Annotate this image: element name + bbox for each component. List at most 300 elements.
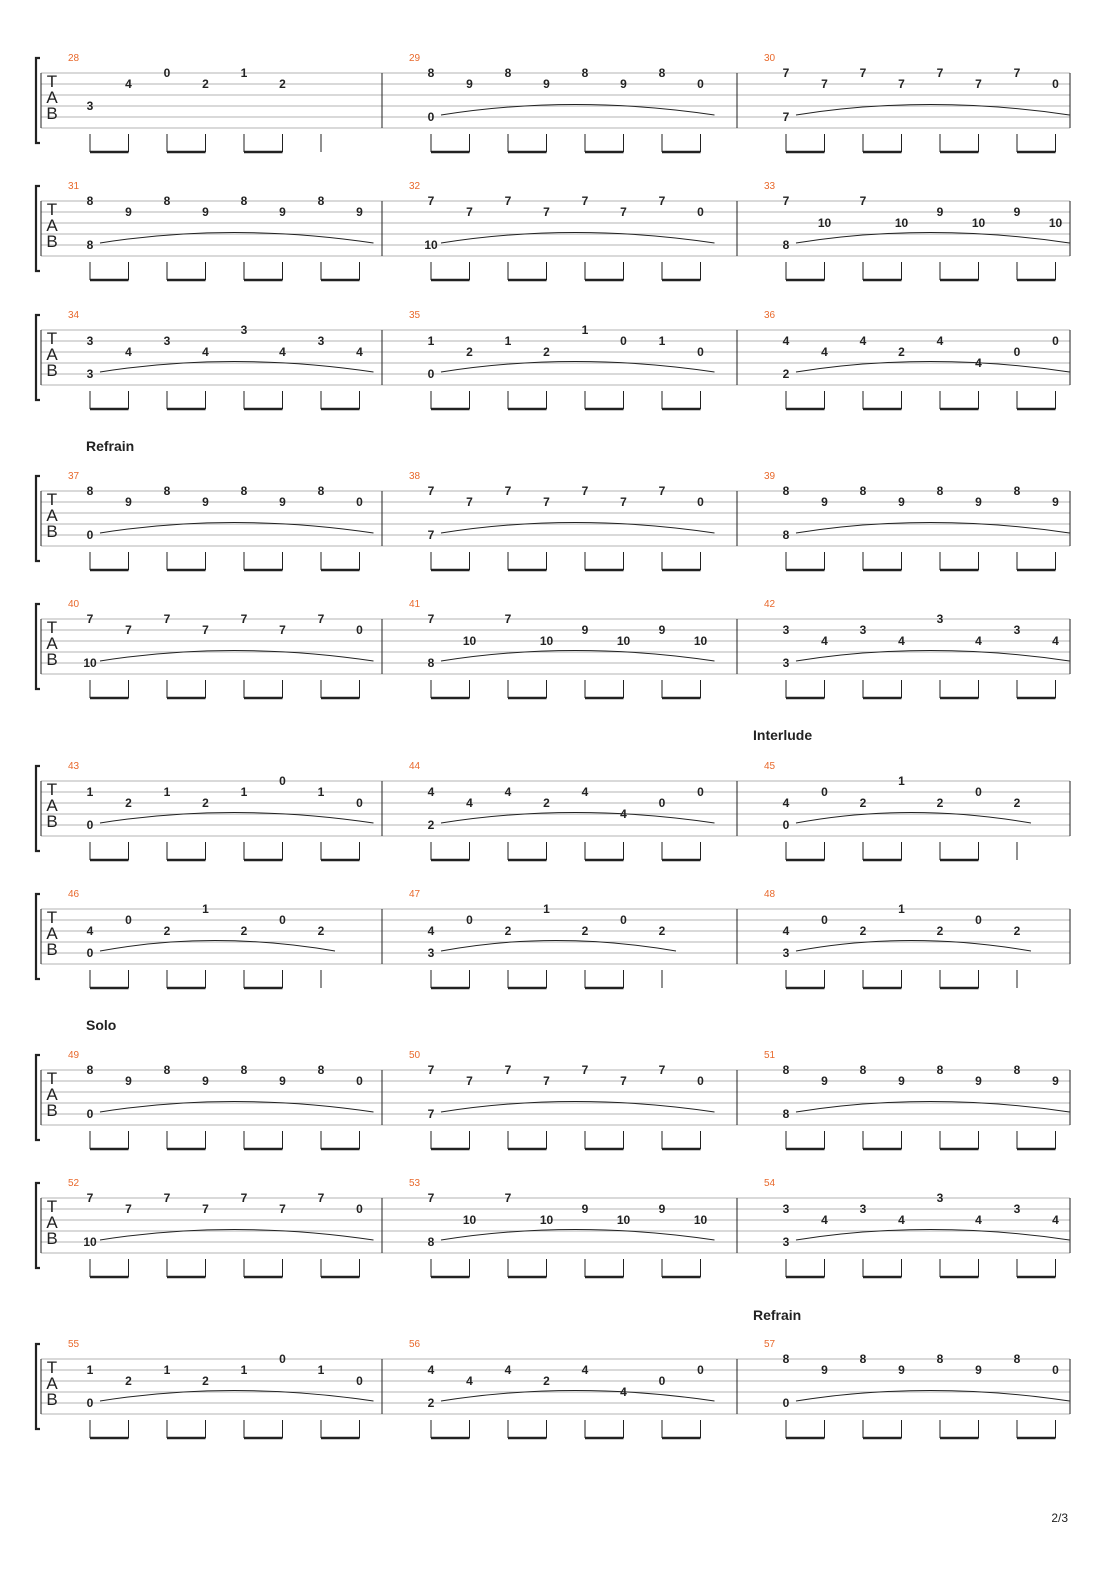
tab-fret-number: 0 <box>427 367 435 381</box>
tab-fret-number: 8 <box>782 238 790 252</box>
tab-fret-number: 9 <box>202 495 209 509</box>
tab-fret-number: 9 <box>1052 1074 1059 1088</box>
tab-fret-number: 7 <box>427 1107 435 1121</box>
tab-fret-number: 4 <box>279 345 286 359</box>
tab-fret-number: 0 <box>279 1352 286 1366</box>
tab-fret-number: 7 <box>427 1191 435 1205</box>
tab-fret-number: 3 <box>427 946 435 960</box>
tab-fret-number: 4 <box>466 796 473 810</box>
measure <box>764 471 1070 570</box>
tab-fret-number: 7 <box>581 1063 589 1077</box>
tab-fret-number: 0 <box>697 495 704 509</box>
tab-fret-number: 0 <box>821 913 828 927</box>
tab-fret-number: 9 <box>975 1363 982 1377</box>
tab-fret-number: 0 <box>86 528 94 542</box>
tab-system <box>36 310 1070 409</box>
tab-fret-number: 1 <box>581 323 589 337</box>
tab-system <box>36 181 1070 280</box>
tab-fret-number: 10 <box>83 656 97 670</box>
section-label: Solo <box>86 1017 117 1033</box>
tab-clef-letter: A <box>46 634 58 653</box>
tab-fret-number: 2 <box>898 345 905 359</box>
tab-fret-number: 9 <box>279 1074 286 1088</box>
tab-fret-number: 9 <box>279 495 286 509</box>
tab-fret-number: 10 <box>1048 216 1063 230</box>
tab-fret-number: 8 <box>1013 1352 1021 1366</box>
tab-fret-number: 0 <box>86 946 94 960</box>
measure <box>68 1178 374 1277</box>
measure-number: 34 <box>68 310 80 321</box>
tab-fret-number: 9 <box>658 1202 666 1216</box>
tab-fret-number: 4 <box>427 785 435 799</box>
tab-fret-number: 7 <box>936 66 944 80</box>
tab-fret-number: 4 <box>620 1385 627 1399</box>
tab-fret-number: 7 <box>427 1063 435 1077</box>
tab-clef-letter: B <box>46 361 58 380</box>
tab-fret-number: 4 <box>898 634 905 648</box>
tab-fret-number: 9 <box>202 1074 209 1088</box>
tab-fret-number: 7 <box>658 1063 666 1077</box>
tab-clef-letter: B <box>46 1229 58 1248</box>
tab-fret-number: 7 <box>427 612 435 626</box>
tab-fret-number: 10 <box>616 634 631 648</box>
tab-fret-number: 9 <box>125 495 132 509</box>
tab-system <box>36 1178 1070 1277</box>
tab-fret-number: 7 <box>466 495 473 509</box>
tab-clef-letter: T <box>46 329 58 348</box>
measure <box>764 761 1031 860</box>
tab-fret-number: 7 <box>658 484 666 498</box>
tab-fret-number: 8 <box>163 1063 171 1077</box>
tab-fret-number: 1 <box>202 902 209 916</box>
tab-fret-number: 9 <box>898 1074 905 1088</box>
tab-fret-number: 0 <box>658 796 666 810</box>
tab-fret-number: 8 <box>427 66 435 80</box>
tab-fret-number: 8 <box>936 484 944 498</box>
tab-fret-number: 7 <box>975 77 982 91</box>
tab-clef-letter: T <box>46 490 58 509</box>
tab-fret-number: 7 <box>125 623 132 637</box>
tab-fret-number: 8 <box>782 1107 790 1121</box>
measure-number: 38 <box>409 471 421 482</box>
tab-fret-number: 1 <box>898 774 905 788</box>
tab-fret-number: 4 <box>782 796 790 810</box>
measure <box>764 53 1070 152</box>
tab-fret-number: 2 <box>543 345 550 359</box>
tab-fret-number: 4 <box>427 1363 435 1377</box>
tab-fret-number: 0 <box>821 785 828 799</box>
measure <box>409 53 715 152</box>
tab-system <box>36 599 1070 698</box>
tab-fret-number: 7 <box>86 1191 94 1205</box>
tab-fret-number: 8 <box>163 194 171 208</box>
tab-fret-number: 7 <box>581 484 589 498</box>
tab-fret-number: 8 <box>1013 1063 1021 1077</box>
measure <box>764 1339 1070 1438</box>
tab-fret-number: 1 <box>86 785 94 799</box>
tab-fret-number: 7 <box>427 194 435 208</box>
tab-fret-number: 2 <box>859 796 867 810</box>
measure <box>409 181 715 280</box>
tab-fret-number: 8 <box>1013 484 1021 498</box>
tab-fret-number: 2 <box>202 796 209 810</box>
tab-fret-number: 7 <box>240 1191 248 1205</box>
tab-fret-number: 0 <box>697 785 704 799</box>
tab-fret-number: 0 <box>697 345 704 359</box>
tab-fret-number: 7 <box>125 1202 132 1216</box>
tab-fret-number: 1 <box>163 785 171 799</box>
tab-fret-number: 0 <box>427 110 435 124</box>
tab-fret-number: 7 <box>466 1074 473 1088</box>
tab-fret-number: 4 <box>504 785 512 799</box>
tab-clef-letter: B <box>46 1101 58 1120</box>
measure-number: 39 <box>764 471 776 482</box>
tab-fret-number: 7 <box>279 1202 286 1216</box>
tab-fret-number: 3 <box>240 323 248 337</box>
measure-number: 40 <box>68 599 80 610</box>
system-bracket <box>36 894 40 979</box>
tab-fret-number: 4 <box>975 356 982 370</box>
tab-fret-number: 0 <box>620 334 627 348</box>
system-bracket <box>36 186 40 271</box>
tab-fret-number: 7 <box>821 77 828 91</box>
measure <box>764 1178 1070 1277</box>
tab-fret-number: 8 <box>163 484 171 498</box>
tab-clef-letter: T <box>46 72 58 91</box>
tab-fret-number: 7 <box>163 612 171 626</box>
tab-fret-number: 3 <box>86 334 94 348</box>
tab-fret-number: 2 <box>936 924 944 938</box>
measure <box>68 181 374 280</box>
tab-fret-number: 7 <box>543 1074 550 1088</box>
tab-fret-number: 0 <box>975 913 982 927</box>
system-bracket <box>36 766 40 851</box>
tab-fret-number: 9 <box>202 205 209 219</box>
tab-fret-number: 2 <box>859 924 867 938</box>
tab-fret-number: 4 <box>466 1374 473 1388</box>
tab-fret-number: 10 <box>462 1213 477 1227</box>
tab-fret-number: 2 <box>581 924 589 938</box>
section-label: Interlude <box>753 727 813 743</box>
tab-fret-number: 9 <box>1052 495 1059 509</box>
system-bracket <box>36 315 40 400</box>
tab-fret-number: 0 <box>466 913 473 927</box>
tab-fret-number: 4 <box>1052 634 1059 648</box>
tab-fret-number: 1 <box>86 1363 94 1377</box>
tab-fret-number: 8 <box>317 484 325 498</box>
tab-fret-number: 4 <box>975 634 982 648</box>
tab-fret-number: 7 <box>581 194 589 208</box>
tab-fret-number: 8 <box>317 1063 325 1077</box>
measure-number: 48 <box>764 889 776 900</box>
tab-system <box>36 1050 1070 1149</box>
measure <box>68 599 374 698</box>
tab-fret-number: 4 <box>504 1363 512 1377</box>
tab-fret-number: 7 <box>504 1063 512 1077</box>
tab-fret-number: 3 <box>1013 623 1021 637</box>
tab-fret-number: 2 <box>125 796 132 810</box>
tab-fret-number: 8 <box>782 484 790 498</box>
measure <box>764 181 1070 280</box>
tab-fret-number: 3 <box>86 99 94 113</box>
tab-fret-number: 1 <box>163 1363 171 1377</box>
measure-number: 53 <box>409 1178 421 1189</box>
tab-fret-number: 2 <box>240 924 248 938</box>
measure <box>409 1178 715 1277</box>
tab-fret-number: 4 <box>898 1213 905 1227</box>
measure <box>409 471 715 570</box>
measure <box>764 1050 1070 1149</box>
tab-fret-number: 4 <box>427 924 435 938</box>
tab-system <box>36 471 1070 570</box>
tab-fret-number: 4 <box>782 924 790 938</box>
system-bracket <box>36 1344 40 1429</box>
tab-fret-number: 9 <box>975 1074 982 1088</box>
tab-fret-number: 8 <box>86 1063 94 1077</box>
tab-clef-letter: B <box>46 940 58 959</box>
tab-fret-number: 2 <box>658 924 666 938</box>
tab-fret-number: 0 <box>356 1074 363 1088</box>
tab-fret-number: 0 <box>86 1396 94 1410</box>
tab-fret-number: 10 <box>693 634 708 648</box>
tab-clef-letter: A <box>46 1213 58 1232</box>
tab-fret-number: 8 <box>427 1235 435 1249</box>
tab-fret-number: 7 <box>466 205 473 219</box>
tab-clef-letter: A <box>46 924 58 943</box>
tab-clef-letter: A <box>46 1085 58 1104</box>
tab-fret-number: 3 <box>1013 1202 1021 1216</box>
measure <box>68 310 374 409</box>
tab-fret-number: 3 <box>782 623 790 637</box>
tab-fret-number: 0 <box>697 1363 704 1377</box>
tab-fret-number: 0 <box>782 818 790 832</box>
tab-fret-number: 1 <box>240 785 248 799</box>
system-bracket <box>36 1055 40 1140</box>
tab-fret-number: 8 <box>240 194 248 208</box>
measure-number: 28 <box>68 53 80 64</box>
tab-fret-number: 9 <box>125 205 132 219</box>
tab-fret-number: 8 <box>936 1063 944 1077</box>
tab-fret-number: 2 <box>936 796 944 810</box>
tab-fret-number: 3 <box>782 1202 790 1216</box>
tab-clef-letter: B <box>46 812 58 831</box>
tab-fret-number: 7 <box>859 66 867 80</box>
tab-fret-number: 10 <box>616 1213 631 1227</box>
tab-fret-number: 7 <box>620 495 627 509</box>
tab-fret-number: 10 <box>83 1235 97 1249</box>
tab-fret-number: 9 <box>581 623 589 637</box>
tab-clef-letter: A <box>46 88 58 107</box>
tab-fret-number: 4 <box>356 345 363 359</box>
tab-fret-number: 3 <box>782 1235 790 1249</box>
measure-number: 33 <box>764 181 776 192</box>
tab-fret-number: 8 <box>581 66 589 80</box>
measure-number: 44 <box>409 761 421 772</box>
measure <box>764 310 1070 409</box>
tab-fret-number: 7 <box>782 194 790 208</box>
tab-fret-number: 9 <box>466 77 473 91</box>
tab-fret-number: 10 <box>971 216 986 230</box>
tab-fret-number: 1 <box>898 902 905 916</box>
tab-fret-number: 3 <box>936 1191 944 1205</box>
tab-fret-number: 1 <box>543 902 550 916</box>
tab-fret-number: 7 <box>782 66 790 80</box>
tab-fret-number: 0 <box>1052 1363 1059 1377</box>
tab-fret-number: 0 <box>697 1074 704 1088</box>
measure-number: 57 <box>764 1339 776 1350</box>
measure-number: 51 <box>764 1050 776 1061</box>
tab-fret-number: 2 <box>202 1374 209 1388</box>
tab-fret-number: 7 <box>620 205 627 219</box>
measure-number: 43 <box>68 761 80 772</box>
tab-fret-number: 8 <box>936 1352 944 1366</box>
tab-fret-number: 7 <box>543 205 550 219</box>
measure-number: 29 <box>409 53 421 64</box>
tab-fret-number: 0 <box>620 913 627 927</box>
tab-fret-number: 9 <box>356 205 363 219</box>
tab-fret-number: 4 <box>821 345 828 359</box>
tab-fret-number: 3 <box>782 946 790 960</box>
system-bracket <box>36 476 40 561</box>
tab-fret-number: 8 <box>504 66 512 80</box>
measure <box>409 599 715 698</box>
tab-fret-number: 1 <box>658 334 666 348</box>
tab-fret-number: 8 <box>782 1063 790 1077</box>
tab-fret-number: 2 <box>202 77 209 91</box>
tab-fret-number: 7 <box>658 194 666 208</box>
section-label: Refrain <box>86 438 135 454</box>
tab-fret-number: 2 <box>317 924 325 938</box>
measure <box>409 761 715 860</box>
tab-fret-number: 7 <box>317 1191 325 1205</box>
tab-fret-number: 9 <box>821 1363 828 1377</box>
tab-fret-number: 7 <box>202 623 209 637</box>
tab-fret-number: 3 <box>859 1202 867 1216</box>
tab-system <box>36 1339 1070 1438</box>
tab-clef-letter: B <box>46 1390 58 1409</box>
measure <box>68 1050 374 1149</box>
tab-fret-number: 0 <box>782 1396 790 1410</box>
tab-clef-letter: T <box>46 618 58 637</box>
tab-fret-number: 0 <box>1013 345 1021 359</box>
tab-fret-number: 7 <box>898 77 905 91</box>
tab-fret-number: 3 <box>859 623 867 637</box>
measure-number: 32 <box>409 181 421 192</box>
tab-fret-number: 7 <box>427 484 435 498</box>
measure-number: 49 <box>68 1050 80 1061</box>
tab-fret-number: 7 <box>620 1074 627 1088</box>
tab-clef-letter: T <box>46 1197 58 1216</box>
measure <box>409 889 676 988</box>
tab-clef-letter: T <box>46 200 58 219</box>
tab-fret-number: 9 <box>581 1202 589 1216</box>
tab-fret-number: 1 <box>427 334 435 348</box>
tab-clef-letter: T <box>46 1069 58 1088</box>
tab-clef-letter: T <box>46 1358 58 1377</box>
tab-fret-number: 8 <box>782 528 790 542</box>
measure <box>68 1339 374 1438</box>
tab-fret-number: 9 <box>620 77 627 91</box>
tab-fret-number: 2 <box>543 1374 550 1388</box>
tab-fret-number: 7 <box>86 612 94 626</box>
tab-fret-number: 0 <box>125 913 132 927</box>
tab-fret-number: 0 <box>1052 334 1059 348</box>
tab-fret-number: 4 <box>782 334 790 348</box>
tab-fret-number: 2 <box>504 924 512 938</box>
tab-fret-number: 4 <box>859 334 867 348</box>
tab-fret-number: 8 <box>782 1352 790 1366</box>
tab-fret-number: 8 <box>859 1063 867 1077</box>
tab-fret-number: 10 <box>462 634 477 648</box>
tab-system <box>36 889 1070 988</box>
tab-clef-letter: B <box>46 104 58 123</box>
tab-fret-number: 4 <box>620 807 627 821</box>
measure <box>409 310 715 409</box>
tab-fret-number: 4 <box>125 345 132 359</box>
tab-fret-number: 8 <box>240 484 248 498</box>
tab-fret-number: 8 <box>86 194 94 208</box>
measure <box>68 471 374 570</box>
tab-clef-letter: B <box>46 232 58 251</box>
tab-fret-number: 0 <box>86 818 94 832</box>
tab-fret-number: 8 <box>658 66 666 80</box>
measure-number: 56 <box>409 1339 421 1350</box>
measure-number: 55 <box>68 1339 80 1350</box>
system-bracket <box>36 58 40 143</box>
tab-fret-number: 7 <box>163 1191 171 1205</box>
tab-fret-number: 1 <box>240 1363 248 1377</box>
tab-fret-number: 3 <box>163 334 171 348</box>
tab-fret-number: 0 <box>356 623 363 637</box>
tab-fret-number: 4 <box>581 1363 589 1377</box>
tab-fret-number: 1 <box>317 785 325 799</box>
tab-fret-number: 7 <box>240 612 248 626</box>
measure-number: 47 <box>409 889 421 900</box>
tab-fret-number: 9 <box>898 495 905 509</box>
tab-fret-number: 3 <box>86 367 94 381</box>
measure <box>764 599 1070 698</box>
tab-fret-number: 7 <box>279 623 286 637</box>
tab-fret-number: 8 <box>859 1352 867 1366</box>
tab-clef-letter: A <box>46 1374 58 1393</box>
tab-fret-number: 0 <box>163 66 171 80</box>
tab-fret-number: 2 <box>543 796 550 810</box>
tab-fret-number: 1 <box>317 1363 325 1377</box>
tab-fret-number: 0 <box>975 785 982 799</box>
tab-fret-number: 4 <box>975 1213 982 1227</box>
tab-fret-number: 8 <box>859 484 867 498</box>
system-bracket <box>36 604 40 689</box>
tab-fret-number: 7 <box>504 194 512 208</box>
tab-fret-number: 10 <box>693 1213 708 1227</box>
tab-clef-letter: B <box>46 522 58 541</box>
measure-number: 30 <box>764 53 776 64</box>
tab-fret-number: 2 <box>163 924 171 938</box>
tab-fret-number: 4 <box>821 634 828 648</box>
page-number: 2/3 <box>1051 1511 1068 1525</box>
tab-fret-number: 2 <box>1013 924 1021 938</box>
tab-fret-number: 0 <box>697 77 704 91</box>
tab-fret-number: 9 <box>936 205 944 219</box>
tab-fret-number: 7 <box>543 495 550 509</box>
tab-fret-number: 4 <box>202 345 209 359</box>
tab-fret-number: 1 <box>504 334 512 348</box>
tab-fret-number: 9 <box>821 495 828 509</box>
tab-fret-number: 0 <box>279 774 286 788</box>
tab-fret-number: 0 <box>279 913 286 927</box>
tab-fret-number: 9 <box>543 77 550 91</box>
tab-fret-number: 9 <box>1013 205 1021 219</box>
